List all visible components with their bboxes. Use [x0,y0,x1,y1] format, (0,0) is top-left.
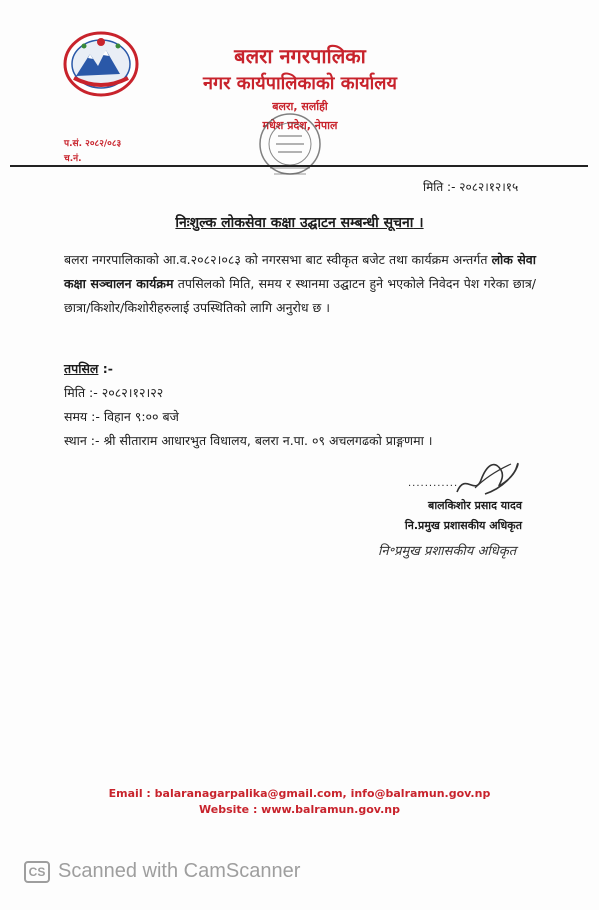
dispatch-number: च.नं. [64,154,82,164]
footer-email: Email : balaranagarpalika@gmail.com, info@balramun.gov.np [108,787,491,800]
address-line-1: बलरा, सर्लाही [272,100,328,113]
designation-stamp: नि॰प्रमुख प्रशासकीय अधिकृत [378,544,517,559]
signatory-designation: नि.प्रमुख प्रशासकीय अधिकृत [404,519,522,532]
details-time: समय :- विहान ९:०० बजे [64,409,179,424]
camscanner-icon: CS [24,861,50,883]
subject-end: । [413,215,424,231]
office-name: नगर कार्यपालिकाको कार्यालय [203,73,397,94]
signatory-name: बालकिशोर प्रसाद यादव [428,499,522,512]
details-place: स्थान :- श्री सीताराम आधारभुत विधालय, बलरा न.पा. ०९ अचलगढको प्राङ्गणमा । [64,433,433,448]
reference-number: प.सं. २०८२/०८३ [64,139,122,149]
camscanner-watermark [24,860,300,883]
letter-date: मिति :- २०८२।१२।१५ [423,180,519,194]
details-heading-text: तपसिल [64,361,99,376]
address-line-2: मधेश प्रदेश, नेपाल [262,119,338,132]
details-heading-suffix: :- [98,361,113,376]
subject-text: निःशुल्क लोकसेवा कक्षा उद्घाटन सम्बन्धी सूचना [175,215,414,231]
header-divider [10,165,588,167]
footer-website: Website : www.balramun.gov.np [199,803,400,816]
details-heading [64,360,113,377]
signature-line: ............ [408,478,459,489]
nepal-emblem-logo [62,30,140,98]
notice-subject [0,213,599,232]
org-name: बलरा नगरपालिका [234,44,366,68]
office-stamp-icon [248,110,332,182]
camscanner-text: Scanned with CamScanner [58,860,301,882]
body-program-name: लोक सेवा कक्षा सञ्चालन कार्यक्रम [64,252,536,291]
body-part-2: तपसिलको मिति, समय र स्थानमा उद्घाटन हुने भएकोले निवेदन पेश गरेका छात्र/छात्रा/किशोर/किशोरीहरुलाई उपस्थितिको लागि अनुरोध छ । [64,276,536,315]
body-part-1: बलरा नगरपालिकाको आ.व.२०८२।०८३ को नगरसभा बाट स्वीकृत बजेट तथा कार्यक्रम अन्तर्गत [64,252,492,267]
notice-body [64,248,536,320]
handwritten-signature-icon [445,452,525,500]
details-date: मिति :- २०८२।१२।२२ [64,385,164,400]
